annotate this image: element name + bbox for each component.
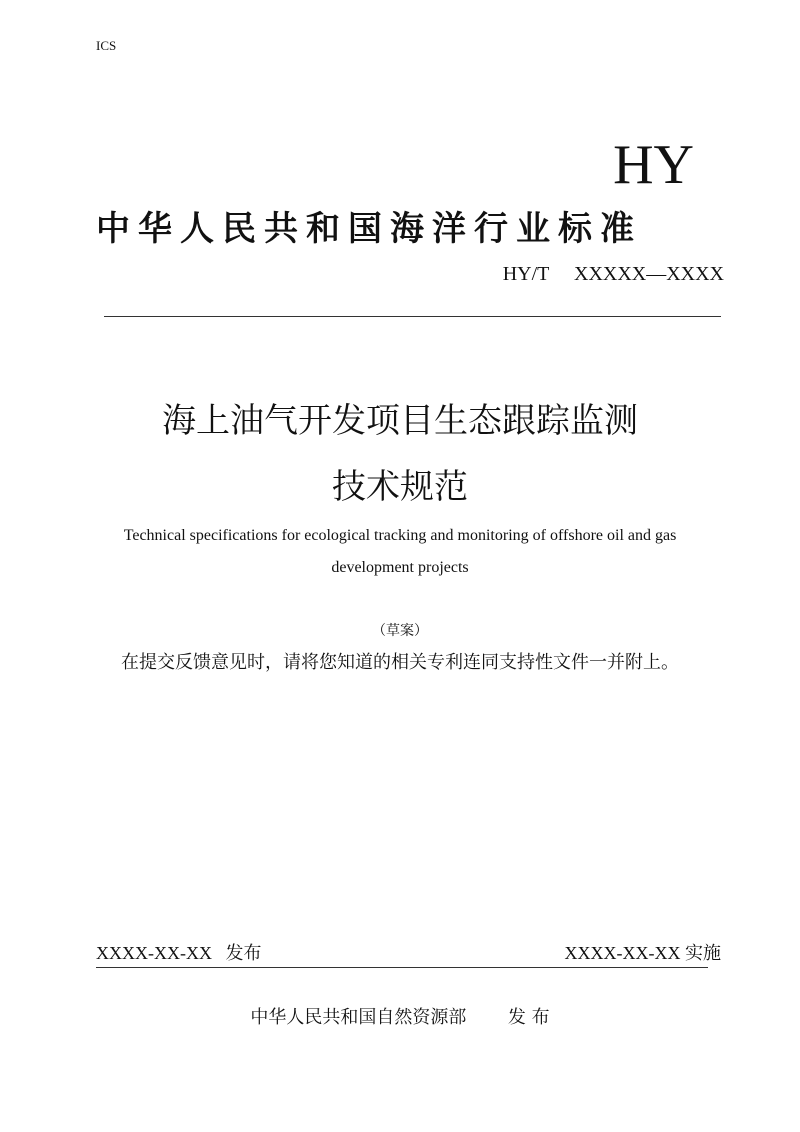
release-date: XXXX-XX-XX bbox=[96, 943, 212, 963]
standard-code-hy: HY bbox=[613, 134, 694, 196]
issuer-action: 发 布 bbox=[507, 1007, 550, 1028]
english-title-line-1: Technical specifications for ecological tracking and monitoring of offshore oil and gas bbox=[123, 527, 677, 544]
effective-label: 实施 bbox=[685, 943, 721, 964]
release-spacer bbox=[216, 943, 221, 963]
issuer-block bbox=[0, 1009, 800, 1027]
release-date-block bbox=[96, 944, 261, 963]
document-title-line-2: 技术规范 bbox=[332, 467, 468, 507]
effective-date: XXXX-XX-XX bbox=[564, 943, 681, 963]
standard-number-value: XXXXX—XXXX bbox=[574, 263, 724, 285]
top-divider bbox=[104, 316, 721, 317]
issuer-name: 中华人民共和国自然资源部 bbox=[250, 1007, 467, 1028]
feedback-note: 在提交反馈意见时，请将您知道的相关专利连同支持性文件一并附上。 bbox=[121, 652, 679, 673]
bottom-divider bbox=[96, 967, 708, 968]
standard-number-spacer bbox=[554, 263, 569, 285]
standard-number bbox=[503, 264, 724, 284]
industry-standard-title: 中华人民共和国海洋行业标准 bbox=[96, 209, 642, 249]
release-label: 发布 bbox=[225, 943, 262, 964]
ics-label: ICS bbox=[96, 38, 117, 53]
document-title-line-1: 海上油气开发项目生态跟踪监测 bbox=[162, 401, 638, 441]
english-title-line-2: development projects bbox=[331, 559, 469, 576]
effective-date-block bbox=[565, 944, 721, 963]
draft-label: （草案） bbox=[372, 623, 428, 639]
standard-number-prefix: HY/T bbox=[502, 263, 549, 285]
